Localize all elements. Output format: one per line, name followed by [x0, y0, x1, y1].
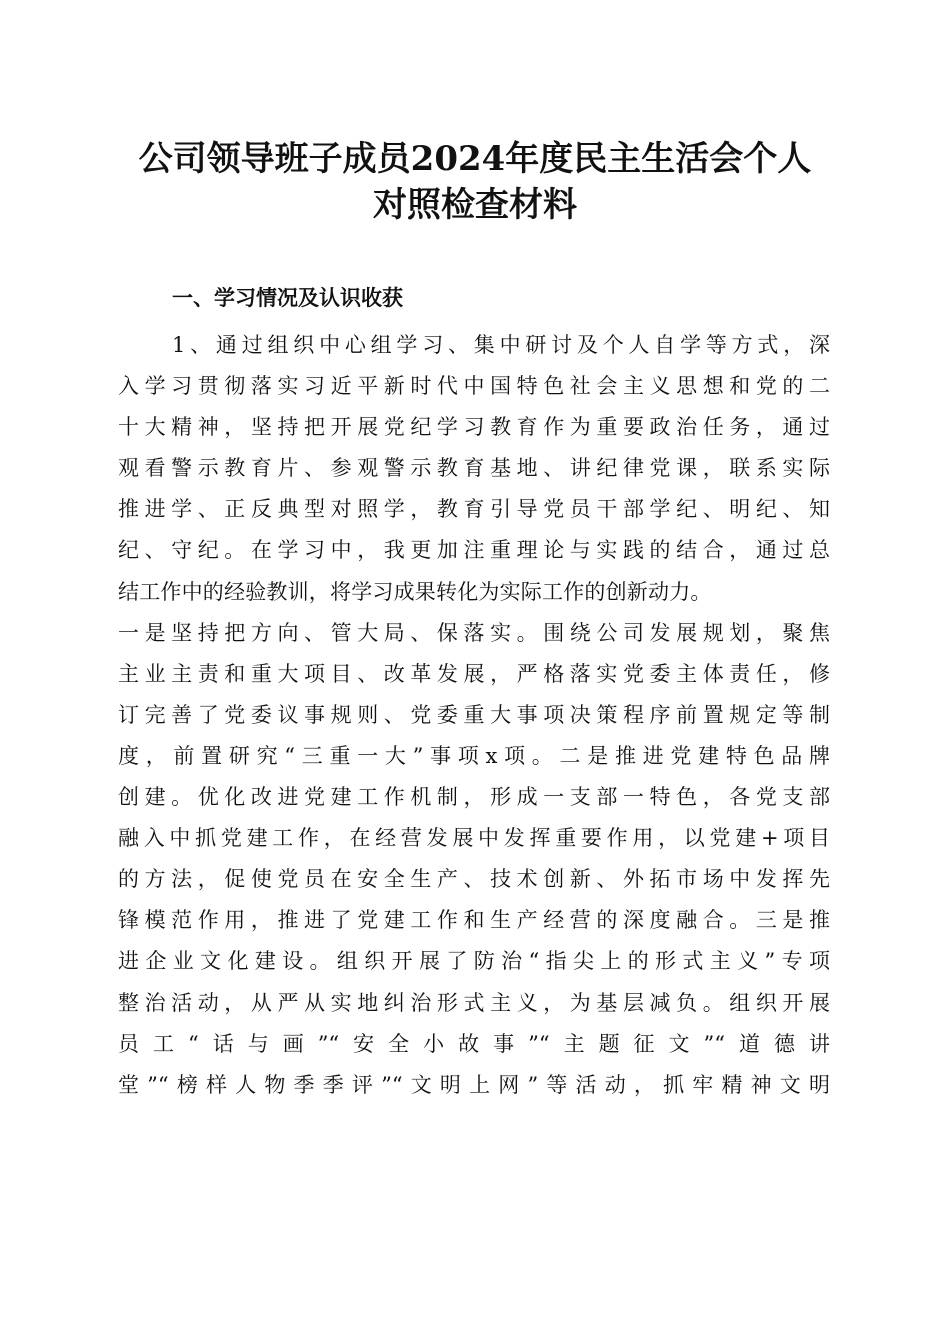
paragraph-line: 员工“话与画”“安全小故事”“主题征文”“道德讲	[118, 1031, 830, 1056]
paragraph-line: 推进学、正反典型对照学，教育引导党员干部学纪、明纪、知	[118, 497, 830, 522]
paragraph-line: 主业主责和重大项目、改革发展，严格落实党委主体责任，修	[118, 661, 830, 686]
paragraph-line: 1、通过组织中心组学习、集中研讨及个人自学等方式，深	[172, 333, 830, 357]
paragraph-line: 订完善了党委议事规则、党委重大事项决策程序前置规定等制	[118, 702, 830, 727]
paragraph-line: 创建。优化改进党建工作机制，形成一支部一特色，各党支部	[118, 785, 830, 810]
paragraph-line: 一是坚持把方向、管大局、保落实。围绕公司发展规划，聚焦	[118, 620, 830, 645]
paragraph-line: 度，前置研究“三重一大”事项x项。二是推进党建特色品牌	[118, 743, 830, 768]
paragraph-line: 整治活动，从严从实地纠治形式主义，为基层减负。组织开展	[118, 990, 830, 1015]
paragraph-line: 进企业文化建设。组织开展了防治“指尖上的形式主义”专项	[118, 949, 830, 974]
body-paragraph	[118, 325, 830, 1106]
title-line-2: 对照检查材料	[373, 185, 577, 225]
paragraph-line: 纪、守纪。在学习中，我更加注重理论与实践的结合，通过总	[118, 538, 830, 563]
paragraph-line: 结工作中的经验教训，将学习成果转化为实际工作的创新动力。	[118, 579, 712, 604]
paragraph-line: 融入中抓党建工作，在经营发展中发挥重要作用，以党建+项目	[118, 826, 830, 851]
paragraph-line: 的方法，促使党员在安全生产、技术创新、外拓市场中发挥先	[118, 867, 830, 892]
paragraph-line: 锋模范作用，推进了党建工作和生产经营的深度融合。三是推	[118, 908, 830, 933]
paragraph-line: 入学习贯彻落实习近平新时代中国特色社会主义思想和党的二	[118, 374, 830, 399]
paragraph-line: 观看警示教育片、参观警示教育基地、讲纪律党课，联系实际	[118, 456, 830, 481]
title-line-1: 公司领导班子成员2024年度民主生活会个人	[138, 139, 812, 179]
paragraph-line: 十大精神，坚持把开展党纪学习教育作为重要政治任务，通过	[118, 415, 830, 440]
section-heading: 一、学习情况及认识收获	[172, 286, 403, 310]
paragraph-line: 堂”“榜样人物季季评”“文明上网”等活动，抓牢精神文明	[118, 1072, 830, 1097]
document-title	[0, 136, 950, 228]
